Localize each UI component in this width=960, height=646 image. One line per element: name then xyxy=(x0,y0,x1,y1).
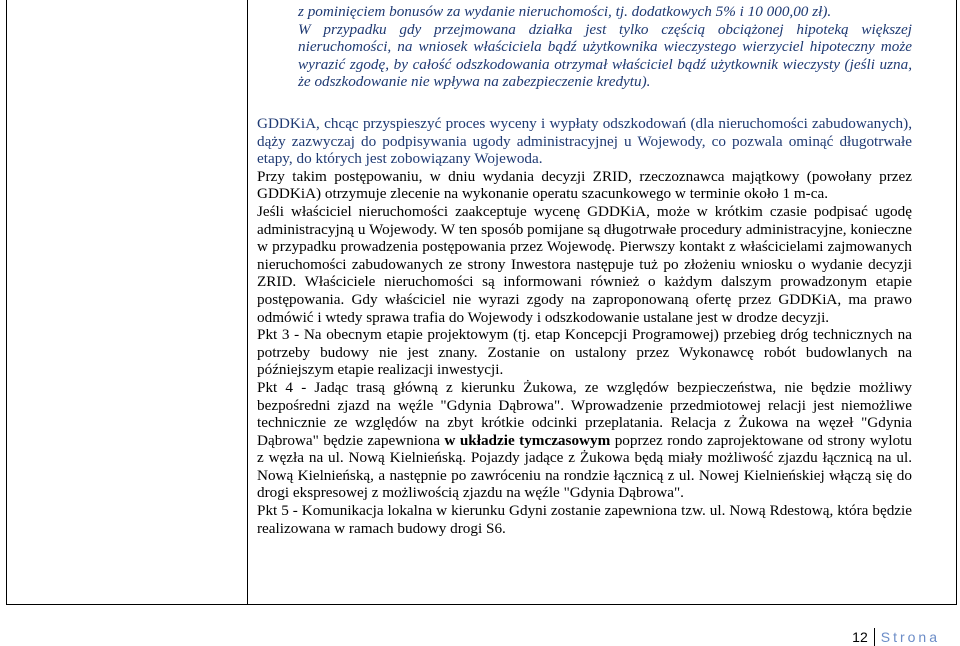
text-line: z pominięciem bonusów za wydanie nieruchomości, tj. dodatkowych 5% i 10 000,00 zł). xyxy=(298,3,832,20)
paragraph-gddkia-settlement: GDDKiA, chcąc przyspieszyć proces wyceny i wypłaty odszkodowań (dla nieruchomości zabudowanych), dąży zazwyczaj do podpisywania ugody administracyjnej u Wojewody, co pozwala ominąć długotrwałe etapy, do których jest zobowiązany Wojewoda. xyxy=(257,115,912,168)
paragraph-pkt-4 xyxy=(257,379,912,502)
table-border-middle xyxy=(247,0,248,605)
page-label: Strona xyxy=(880,629,940,645)
table-border-right xyxy=(956,0,957,605)
paragraph-pkt-5: Pkt 5 - Komunikacja lokalna w kierunku Gdyni zostanie zapewniona tzw. ul. Nową Rdestową, która będzie realizowana w ramach budowy drogi S6. xyxy=(257,502,912,537)
page-number: 12 xyxy=(852,629,868,645)
footer-divider xyxy=(874,628,875,646)
pkt-4-text-start: Pkt 4 - Jadąc trasą główną z kierunku Żukowa, ze względów bezpieczeństwa, nie będzie możliwy bezpośredni zjazd na węźle "Gdynia Dąbrowa". Wprowadzenie przedmiotowej relacji jest niemożliwe technicznie ze względów na zbyt krótkie odcinki przeplatania. Relacja z Żukowa na węzeł "Gdynia Dąbrowa" będzie zapewniona xyxy=(257,378,912,449)
table-border-left xyxy=(6,0,7,605)
table-border-bottom xyxy=(6,604,957,605)
text-paragraph: W przypadku gdy przejmowana działka jest tylko częścią obciążonej hipoteką większej nieruchomości, na wniosek właściciela bądź użytkownika wieczystego wierzyciel hipoteczny może wyrazić zgodę, by całość odszkodowania otrzymał właściciel bądź użytkownik wieczysty (jeśli uzna, że odszkodowanie nie wpływa na zabezpieczenie kredytu). xyxy=(298,20,912,91)
pkt-4-text-end: poprzez rondo zaprojektowane od strony wylotu z węzła na ul. Nową Kielnieńską. Pojazdy jadące z Żukowa będą miały możliwość zjazdu łącznicą na ul. Nową Kielnieńską, a następnie po zawróceniu na rondzie łącznicą z ul. Nowej Kielnieńskiej włączą się do drogi ekspresowej z możliwością zjazdu na węźle "Gdynia Dąbrowa". xyxy=(257,431,912,502)
page-footer xyxy=(852,628,940,646)
paragraph-owner-acceptance: Jeśli właściciel nieruchomości zaakceptuje wycenę GDDKiA, może w krótkim czasie podpisać ugodę administracyjną u Wojewody. W ten sposób pomijane są długotrwałe procedury administracyjne, konieczne w przypadku prowadzenia postępowania przez Wojewodę. Pierwszy kontakt z właścicielami zajmowanych nieruchomości zabudowanych ze strony Inwestora następuje tuż po złożeniu wniosku o wydanie decyzji ZRID. Właściciele nieruchomości są informowani również o każdym dalszym prowadzonym etapie postępowania. Gdy właściciel nie wyrazi zgody na zaproponowaną ofertę przez GDDKiA, ma prawo odmówić i wtedy sprawa trafia do Wojewody i odszkodowanie ustalane jest w drodze decyzji. xyxy=(257,202,912,326)
pkt-4-bold-text: w układzie tymczasowym xyxy=(444,431,611,449)
paragraph-pkt-3: Pkt 3 - Na obecnym etapie projektowym (tj. etap Koncepcji Programowej) przebieg dróg technicznych na potrzeby budowy nie jest znany. Zostanie on ustalony przez Wykonawcę robót budowlanych na późniejszym etapie realizacji inwestycji. xyxy=(257,326,912,379)
previous-answer-continuation xyxy=(298,3,912,91)
answer-cell xyxy=(257,115,912,537)
paragraph-zrid-appraisal: Przy takim postępowaniu, w dniu wydania decyzji ZRID, rzeczoznawca majątkowy (powołany przez GDDKiA) otrzymuje zlecenie na wykonanie operatu szacunkowego w terminie około 1 m-ca. xyxy=(257,167,912,203)
